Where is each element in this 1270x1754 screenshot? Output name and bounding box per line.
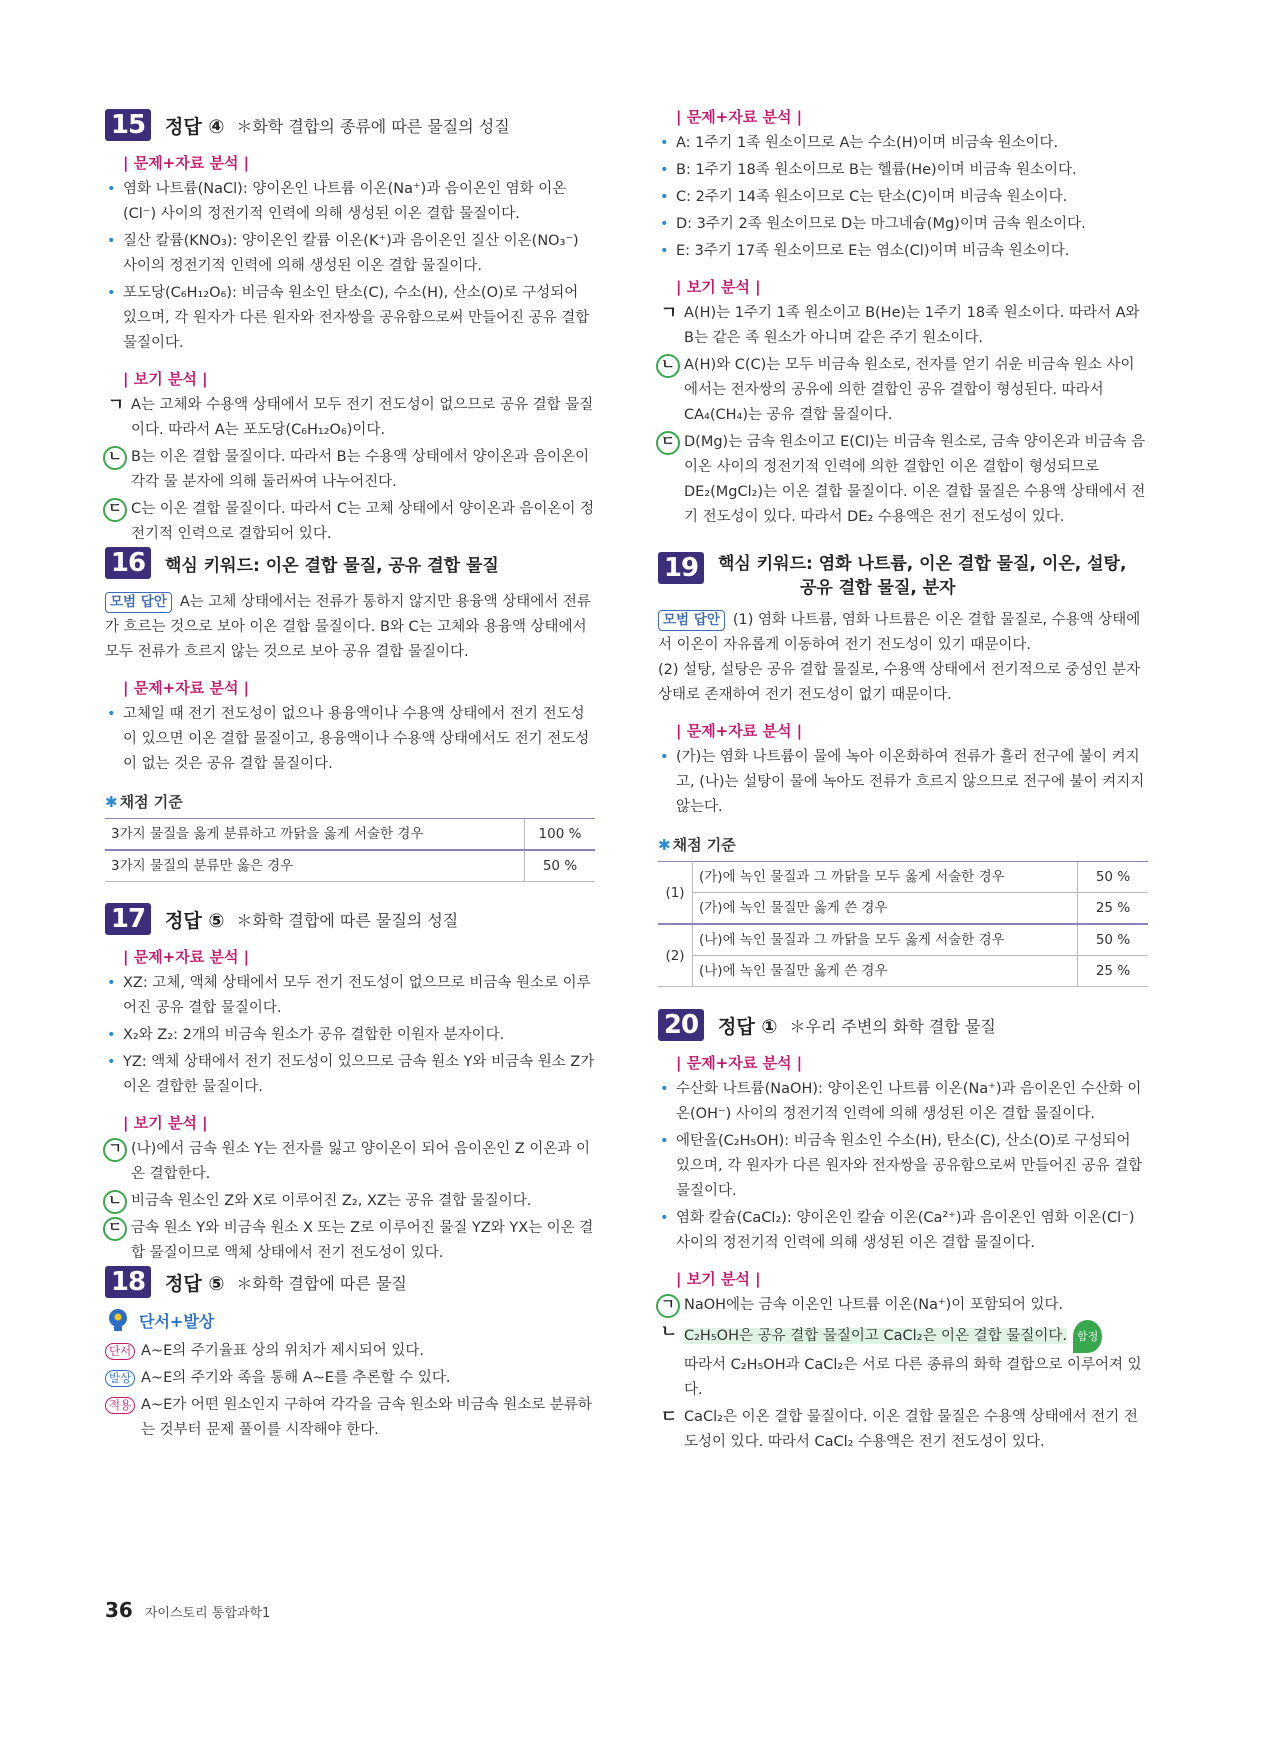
tip-text: A~E가 어떤 원소인지 구하여 각각을 금속 원소와 비금속 원소로 분류하는 것부터 문제 풀이를 시작해야 한다. [141, 1397, 592, 1438]
criteria-cell: 3가지 물질의 분류만 옳은 경우 [105, 850, 525, 882]
list-item: • 염화 칼슘(CaCl₂): 양이온인 칼슘 이온(Ca²⁺)과 음이온인 염화 이온(Cl⁻) 사이의 정전기적 인력에 의해 생성된 이온 결합 물질이다. [658, 1206, 1148, 1256]
analysis-heading: | 문제+자료 분석 | [676, 722, 803, 740]
option-mark: ㄷ [660, 1407, 678, 1427]
answer: 정답 ④ [165, 115, 225, 138]
book-title: 자이스토리 통합과학1 [144, 1606, 271, 1621]
option-item [105, 1189, 595, 1214]
criteria-table [658, 861, 1148, 987]
question-15 [105, 108, 595, 549]
option-item [658, 1320, 1148, 1403]
tip-title: 단서+발상 [139, 1311, 215, 1331]
list-item: • XZ: 고체, 액체 상태에서 모두 전기 전도성이 없으므로 비금속 원소로 이루어진 공유 결합 물질이다. [105, 971, 595, 1021]
option-item [658, 1293, 1148, 1318]
correct-mark-icon: ㄱ [656, 1294, 680, 1318]
table-row [658, 956, 1148, 987]
criteria-title [658, 834, 1148, 855]
question-17 [105, 902, 595, 1268]
score-cell: 50 % [1078, 862, 1149, 893]
list-item: • C: 2주기 14족 원소이므로 C는 탄소(C)이며 비금속 원소이다. [658, 185, 1148, 210]
question-number: 17 [105, 903, 151, 935]
criteria-cell: (나)에 녹인 물질과 그 까닭을 모두 옳게 서술한 경우 [693, 924, 1078, 956]
tip-item [105, 1393, 595, 1443]
group-cell: (2) [658, 924, 693, 987]
topic: ＊화학 결합에 따른 물질 [236, 1273, 407, 1293]
correct-mark-icon: ㄷ [103, 498, 127, 522]
page-number: 36 [105, 1598, 133, 1622]
criteria-cell: (가)에 녹인 물질만 옳게 쓴 경우 [693, 893, 1078, 925]
option-text: (나)에서 금속 원소 Y는 전자를 잃고 양이온이 되어 음이온인 Z 이온과 이온 결합한다. [131, 1141, 590, 1182]
analysis-list [105, 702, 595, 777]
topic: ＊우리 주변의 화학 결합 물질 [789, 1016, 996, 1036]
list-item: • D: 3주기 2족 원소이므로 D는 마그네슘(Mg)이며 금속 원소이다. [658, 212, 1148, 237]
score-cell: 50 % [1078, 924, 1149, 956]
apply-badge: 적용 [105, 1397, 135, 1414]
option-text: C는 이온 결합 물질이다. 따라서 C는 고체 상태에서 양이온과 음이온이 정전기적 인력으로 결합되어 있다. [131, 501, 595, 542]
question-20 [658, 1008, 1148, 1457]
options-heading: | 보기 분석 | [123, 1114, 208, 1132]
list-item: • (가)는 염화 나트륨이 물에 녹아 이온화하여 전류가 흘러 전구에 불이 켜지고, (나)는 설탕이 물에 녹아도 전류가 흐르지 않으므로 전구에 불이 켜지지 않는다. [658, 745, 1148, 820]
tip-header [105, 1307, 595, 1333]
question-number: 18 [105, 1266, 151, 1298]
criteria-cell: (나)에 녹인 물질만 옳게 쓴 경우 [693, 956, 1078, 987]
answer: 정답 ⑤ [165, 909, 225, 932]
score-cell: 25 % [1078, 893, 1149, 925]
criteria-title [105, 791, 595, 812]
option-text: 따라서 C₂H₅OH과 CaCl₂은 서로 다른 종류의 화학 결합으로 이루어져 있다. [684, 1357, 1142, 1398]
correct-mark-icon: ㄴ [103, 1190, 127, 1214]
answer: 정답 ① [718, 1015, 778, 1038]
option-item [105, 393, 595, 443]
list-item: • 염화 나트륨(NaCl): 양이온인 나트륨 이온(Na⁺)과 음이온인 염화 이온(Cl⁻) 사이의 정전기적 인력에 의해 생성된 이온 결합 물질이다. [105, 177, 595, 227]
option-item [105, 445, 595, 495]
table-row [105, 850, 595, 882]
question-number: 20 [658, 1009, 704, 1041]
question-number: 16 [105, 547, 151, 579]
option-text: A는 고체와 수용액 상태에서 모두 전기 전도성이 없으므로 공유 결합 물질이다. 따라서 A는 포도당(C₆H₁₂O₆)이다. [131, 397, 594, 438]
option-item [105, 1216, 595, 1266]
option-item [658, 430, 1148, 530]
star-icon: ✱ [105, 793, 118, 811]
model-answer-text: (1) 염화 나트륨, 염화 나트륨은 이온 결합 물질로, 수용액 상태에서 이온이 자유롭게 이동하여 전기 전도성이 있기 때문이다. [658, 612, 1141, 653]
score-cell: 25 % [1078, 956, 1149, 987]
topic: ＊화학 결합의 종류에 따른 물질의 성질 [236, 116, 510, 136]
criteria-table [105, 818, 595, 882]
clue-badge: 단서 [105, 1343, 135, 1360]
tip-item [105, 1339, 595, 1364]
list-item: • E: 3주기 17족 원소이므로 E는 염소(Cl)이며 비금속 원소이다. [658, 239, 1148, 264]
option-text: 비금속 원소인 Z와 X로 이루어진 Z₂, XZ는 공유 결합 물질이다. [131, 1193, 532, 1209]
model-answer-label: 모범 답안 [658, 610, 725, 631]
keyword: 핵심 키워드: 이온 결합 물질, 공유 결합 물질 [165, 555, 499, 576]
list-item: • YZ: 액체 상태에서 전기 전도성이 있으므로 금속 원소 Y와 비금속 원소 Z가 이온 결합한 물질이다. [105, 1050, 595, 1100]
model-answer-label: 모범 답안 [105, 592, 172, 613]
list-item: • 고체일 때 전기 전도성이 없으나 용융액이나 수용액 상태에서 전기 전도성이 있으면 이온 결합 물질이고, 용융액이나 수용액 상태에서도 전기 전도성이 없는 것은 공유 결합 물질이다. [105, 702, 595, 777]
criteria-cell: (가)에 녹인 물질과 그 까닭을 모두 옳게 서술한 경우 [693, 862, 1078, 893]
question-16 [105, 546, 595, 882]
correct-mark-icon: ㄴ [103, 446, 127, 470]
table-row [658, 862, 1148, 893]
option-text: NaOH에는 금속 이온인 나트륨 이온(Na⁺)이 포함되어 있다. [684, 1297, 1064, 1313]
table-row [658, 893, 1148, 925]
question-19 [658, 552, 1148, 987]
correct-mark-icon: ㄷ [656, 431, 680, 455]
analysis-heading: | 문제+자료 분석 | [123, 948, 250, 966]
list-item: • 질산 칼륨(KNO₃): 양이온인 칼륨 이온(K⁺)과 음이온인 질산 이온(NO₃⁻) 사이의 정전기적 인력에 의해 생성된 이온 결합 물질이다. [105, 229, 595, 279]
options-heading: | 보기 분석 | [676, 1270, 761, 1288]
model-answer [105, 590, 595, 665]
list-item: • X₂와 Z₂: 2개의 비금속 원소가 공유 결합한 이원자 분자이다. [105, 1023, 595, 1048]
score-cell: 50 % [525, 850, 596, 882]
highlighted-text: C₂H₅OH은 공유 결합 물질이고 CaCl₂은 이온 결합 물질이다. [684, 1328, 1067, 1344]
model-answer-text: A는 고체 상태에서는 전류가 통하지 않지만 용융액 상태에서 전류가 흐르는 것으로 보아 이온 결합 물질이다. B와 C는 고체와 용융액 상태에서 모두 전류가 흐르지 않는 것으로 보아 공유 결합 물질이다. [105, 594, 591, 660]
analysis-list [658, 1077, 1148, 1256]
correct-mark-icon: ㄱ [103, 1138, 127, 1162]
lightbulb-head-icon [105, 1307, 131, 1333]
model-answer-2: (2) 설탕, 설탕은 공유 결합 물질로, 수용액 상태에서 전기적으로 중성인 분자 상태로 존재하여 전기 전도성이 없기 때문이다. [658, 662, 1141, 703]
analysis-list [658, 131, 1148, 264]
list-item: • 에탄올(C₂H₅OH): 비금속 원소인 수소(H), 탄소(C), 산소(O)로 구성되어 있으며, 각 원자가 다른 원자와 전자쌍을 공유함으로써 만들어진 공유 결합 물질이다. [658, 1129, 1148, 1204]
criteria-title-text: 채점 기준 [119, 793, 183, 811]
options-heading: | 보기 분석 | [123, 370, 208, 388]
option-item [658, 353, 1148, 428]
correct-mark-icon: ㄴ [656, 354, 680, 378]
group-cell: (1) [658, 862, 693, 925]
option-text: B는 이온 결합 물질이다. 따라서 B는 수용액 상태에서 양이온과 음이온이 각각 물 분자에 의해 둘러싸여 나누어진다. [131, 449, 590, 490]
list-item: • B: 1주기 18족 원소이므로 B는 헬륨(He)이며 비금속 원소이다. [658, 158, 1148, 183]
options-heading: | 보기 분석 | [676, 278, 761, 296]
option-text: CaCl₂은 이온 결합 물질이다. 이온 결합 물질은 수용액 상태에서 전기 전도성이 있다. 따라서 CaCl₂ 수용액은 전기 전도성이 있다. [684, 1409, 1138, 1450]
table-row [105, 819, 595, 851]
option-item [658, 1405, 1148, 1455]
criteria-cell: 3가지 물질을 옳게 분류하고 까닭을 옳게 서술한 경우 [105, 819, 525, 851]
topic: ＊화학 결합에 따른 물질의 성질 [236, 910, 459, 930]
analysis-heading: | 문제+자료 분석 | [676, 108, 803, 126]
list-item: • A: 1주기 1족 원소이므로 A는 수소(H)이며 비금속 원소이다. [658, 131, 1148, 156]
option-mark: ㄱ [107, 395, 125, 415]
list-item: • 포도당(C₆H₁₂O₆): 비금속 원소인 탄소(C), 수소(H), 산소(O)로 구성되어 있으며, 각 원자가 다른 원자와 전자쌍을 공유함으로써 만들어진 공유 결합 물질이다. [105, 281, 595, 356]
analysis-list [658, 745, 1148, 820]
question-number: 19 [658, 552, 704, 584]
table-row [658, 924, 1148, 956]
tip-item [105, 1366, 595, 1391]
option-mark: ㄱ [660, 303, 678, 323]
question-18-continued [658, 104, 1148, 532]
analysis-list [105, 971, 595, 1100]
model-answer [658, 608, 1148, 658]
criteria-title-text: 채점 기준 [672, 836, 736, 854]
analysis-heading: | 문제+자료 분석 | [676, 1054, 803, 1072]
option-text: 금속 원소 Y와 비금속 원소 X 또는 Z로 이루어진 물질 YZ와 YX는 이온 결합 물질이므로 액체 상태에서 전기 전도성이 있다. [131, 1220, 594, 1261]
tip-text: A~E의 주기율표 상의 위치가 제시되어 있다. [141, 1343, 424, 1359]
idea-badge: 발상 [105, 1370, 135, 1387]
option-item [105, 497, 595, 547]
question-number: 15 [105, 109, 151, 141]
correct-mark-icon: ㄷ [103, 1217, 127, 1241]
question-18 [105, 1265, 595, 1445]
analysis-list [105, 177, 595, 356]
option-item [658, 301, 1148, 351]
answer: 정답 ⑤ [165, 1272, 225, 1295]
keyword-line-2: 공유 결합 물질, 분자 [800, 578, 956, 598]
option-item [105, 1137, 595, 1187]
score-cell: 100 % [525, 819, 596, 851]
list-item: • 수산화 나트륨(NaOH): 양이온인 나트륨 이온(Na⁺)과 음이온인 수산화 이온(OH⁻) 사이의 정전기적 인력에 의해 생성된 이온 결합 물질이다. [658, 1077, 1148, 1127]
keyword: 핵심 키워드: 염화 나트륨, 이온 결합 물질, 이온, 설탕, [718, 554, 1127, 574]
analysis-heading: | 문제+자료 분석 | [123, 154, 250, 172]
page-footer [105, 1598, 270, 1622]
option-mark: ㄴ [660, 1322, 678, 1342]
option-text: D(Mg)는 금속 원소이고 E(Cl)는 비금속 원소로, 금속 양이온과 비금속 음이온 사이의 정전기적 인력에 의한 결합인 이온 결합이 형성되므로 DE₂(MgCl₂)는 이온 결합 물질이다. 이온 결합 물질은 수용액 상태에서 전기 전도성이 있다. 따라서 DE₂ 수용액은 전기 전도성이 있다. [684, 434, 1146, 525]
tip-text: A~E의 주기와 족을 통해 A~E를 추론할 수 있다. [141, 1370, 451, 1386]
star-icon: ✱ [658, 836, 671, 854]
option-text: A(H)는 1주기 1족 원소이고 B(He)는 1주기 18족 원소이다. 따라서 A와 B는 같은 족 원소가 아니며 같은 주기 원소이다. [684, 305, 1140, 346]
analysis-heading: | 문제+자료 분석 | [123, 679, 250, 697]
option-text: A(H)와 C(C)는 모두 비금속 원소로, 전자를 얻기 쉬운 비금속 원소 사이에서는 전자쌍의 공유에 의한 결합인 공유 결합이 형성된다. 따라서 CA₄(CH₄)는 공유 결합 물질이다. [684, 357, 1135, 423]
trap-badge: 함정 [1073, 1320, 1102, 1353]
